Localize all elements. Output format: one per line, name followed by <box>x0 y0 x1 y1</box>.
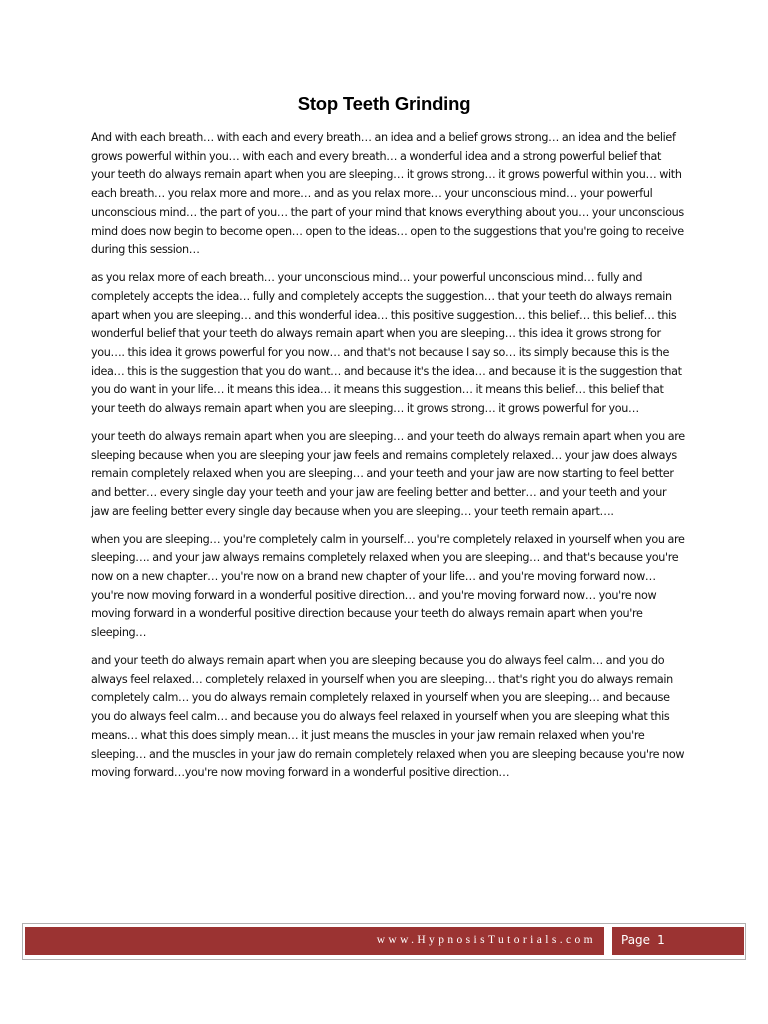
footer-website-link[interactable]: www.HypnosisTutorials.com <box>376 934 596 946</box>
paragraph-3: your teeth do always remain apart when you are sleeping… and your teeth do always remain apart when you are sleeping because when you are sleeping your jaw feels and remains completely relaxed… your jaw does always remain completely relaxed when you are sleeping… and your teeth and your jaw are now starting to feel better and better… every single day your teeth and your jaw are feeling better and better… and your teeth and your jaw are feeling better every single day because when you are sleeping… your teeth remain apart…. <box>91 429 685 518</box>
document-body <box>91 129 687 792</box>
paragraph-2: as you relax more of each breath… your unconscious mind… your powerful unconscious mind… fully and completely accepts the idea… fully and completely accepts the suggestion… that your teeth do always remain apart when you are sleeping… and this wonderful idea… this positive suggestion… this belief… this belief… this wonderful belief that your teeth do always remain apart when you are sleeping… this idea it grows strong for you…. this idea it grows powerful for you now… and that's not because I say so… its simply because this is the idea… this is the suggestion that you do want… and because it's the idea… and because it is the suggestion that you do want in your life… it means this idea… it means this suggestion… it means this belief… this belief that your teeth do always remain apart when you are sleeping… it grows strong… it grows powerful for you… <box>91 271 682 416</box>
paragraph-5: and your teeth do always remain apart when you are sleeping because you do always feel calm… and you do always feel relaxed… completely relaxed in yourself when you are sleeping… that's right you do always remain completely calm… you do always remain completely relaxed in yourself when you are sleeping… and because you do always feel calm… and because you do always feel relaxed in yourself when you are sleeping what this means… what this does simply mean… it just means the muscles in your jaw remain relaxed when you're sleeping… and the muscles in your jaw do remain completely relaxed when you are sleeping because you're now moving forward…you're now moving forward in a wonderful positive direction… <box>91 654 685 780</box>
footer-page-bar <box>612 927 744 955</box>
paragraph-4: when you are sleeping… you're completely calm in yourself… you're completely relaxed in yourself when you are sleeping…. and your jaw always remains completely relaxed when you are sleeping… and that's because you're now on a new chapter… you're now on a brand new chapter of your life… and you're moving forward now… you're now moving forward in a wonderful positive direction… and you're moving forward now… you're now moving forward in a wonderful positive direction because your teeth do always remain apart when you're sleeping… <box>91 532 685 640</box>
page-number-indicator <box>621 927 665 955</box>
page-number: 1 <box>657 933 665 947</box>
page-label: Page <box>621 933 651 947</box>
footer-website-bar <box>25 927 604 955</box>
paragraph-1: And with each breath… with each and every breath… an idea and a belief grows strong… an idea and the belief grows powerful within you… with each and every breath… a wonderful idea and a strong powerful belief that your teeth do always remain apart when you are sleeping… it grows strong… it grows powerful within you… with each breath… you relax more and more… and as you relax more… your unconscious mind… your powerful unconscious mind… the part of you… the part of your mind that knows everything about you… your unconscious mind does now begin to become open… open to the ideas… open to the suggestions that you're going to receive during this session… <box>91 131 684 257</box>
document-title: Stop Teeth Grinding <box>297 93 471 114</box>
